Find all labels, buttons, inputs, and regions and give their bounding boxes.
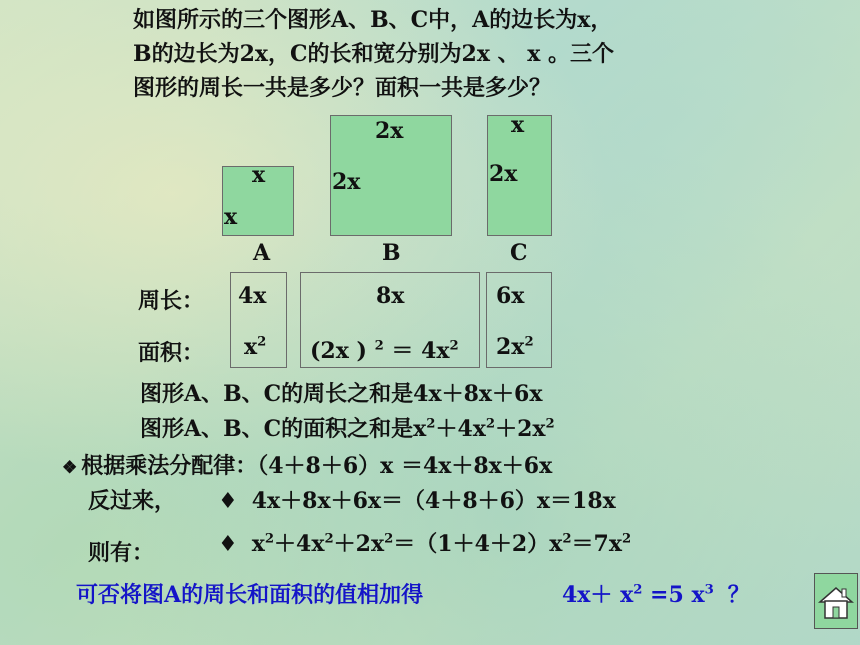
figure-b-area (310, 334, 459, 365)
figure-b-area-base: (2x ) (310, 338, 375, 364)
figure-b-area-result: ＝ 4x (383, 338, 450, 364)
distributive-text: 根据乘法分配律：（4＋8＋6）x ＝4x＋8x＋6x (81, 453, 553, 479)
area-sum-exp-3: 2 (545, 416, 555, 432)
figure-c-name: C (510, 240, 528, 266)
then-exp-4: 2 (562, 531, 572, 547)
figure-b-name: B (382, 240, 401, 266)
reverse-text: 4x＋8x＋6x＝（4＋8＋6）x＝18x (251, 488, 616, 514)
then-exp-2: 2 (324, 531, 334, 547)
area-sum-exp-2: 2 (485, 416, 496, 432)
figure-c-top-label: x (511, 112, 525, 138)
figure-a-area-base: x (244, 334, 258, 360)
figure-a-side-label: x (224, 204, 238, 230)
question-formula-part-1: 4x＋ x (562, 582, 634, 608)
small-diamond-bullet-icon: ♦ (218, 531, 238, 557)
figure-b-perimeter: 8x (376, 283, 405, 309)
figure-a-top-label: x (252, 162, 266, 188)
area-sum-prefix: 图形A、B、C的面积之和是x (140, 416, 427, 442)
reverse-label: 反过来， (88, 488, 177, 514)
area-sum-term-3: ＋2x (495, 416, 546, 442)
problem-line-3: 图形的周长一共是多少？面积一共是多少？ (133, 75, 552, 101)
question-text: 可否将图A的周长和面积的值相加得 (76, 582, 424, 608)
diamond-bullet-icon: ❖ (62, 458, 78, 478)
then-exp-1: 2 (264, 531, 275, 547)
reverse-line (218, 486, 616, 516)
figure-b-side-label: 2x (332, 169, 361, 195)
perimeter-sum-line: 图形A、B、C的周长之和是4x＋8x＋6x (140, 381, 543, 407)
area-row-label: 面积： (138, 340, 205, 366)
problem-line-2: B的边长为2x，C的长和宽分别为2x 、 x 。三个 (133, 41, 615, 67)
figure-b-area-exponent-1: 2 (374, 338, 384, 354)
area-sum-exp-1: 2 (426, 416, 436, 432)
small-diamond-bullet-icon: ♦ (218, 488, 238, 514)
perimeter-row-label: 周长： (138, 288, 205, 314)
question-formula-exp-2: 2 (633, 582, 643, 598)
figure-a-area-exponent: 2 (257, 334, 267, 350)
figure-a-name: A (253, 240, 271, 266)
figure-a-area (244, 334, 266, 360)
figure-b-area-exponent-2: 2 (449, 338, 459, 354)
then-term-5: ＝7x (571, 531, 622, 557)
area-sum-line (140, 414, 555, 444)
figure-c-perimeter: 6x (496, 283, 525, 309)
question-formula (562, 580, 750, 610)
figure-c-area-exponent: 2 (524, 334, 534, 350)
then-label: 则有： (88, 540, 155, 566)
then-term-2: ＋4x (274, 531, 325, 557)
distributive-line (62, 451, 552, 483)
figure-a-perimeter: 4x (238, 283, 267, 309)
then-term-3: ＋2x (333, 531, 385, 557)
home-button[interactable] (814, 573, 858, 629)
then-term-4: ＝（1＋4＋2）x (393, 531, 563, 557)
question-mark: ？ (727, 582, 750, 608)
figure-b-top-label: 2x (375, 118, 404, 144)
question-formula-part-2: =5 x (642, 582, 705, 608)
home-icon (815, 574, 857, 628)
then-exp-5: 2 (621, 531, 632, 547)
then-line (218, 529, 631, 559)
area-sum-term-2: ＋4x (435, 416, 486, 442)
then-exp-3: 2 (384, 531, 394, 547)
figure-c-area (496, 334, 534, 360)
figure-c-side-label: 2x (489, 161, 518, 187)
problem-line-1: 如图所示的三个图形A、B、C中，A的边长为x， (133, 7, 613, 33)
question-formula-exp-3: 3 (704, 582, 714, 598)
then-term-1: x (251, 531, 265, 557)
figure-c-area-base: 2x (496, 334, 525, 360)
